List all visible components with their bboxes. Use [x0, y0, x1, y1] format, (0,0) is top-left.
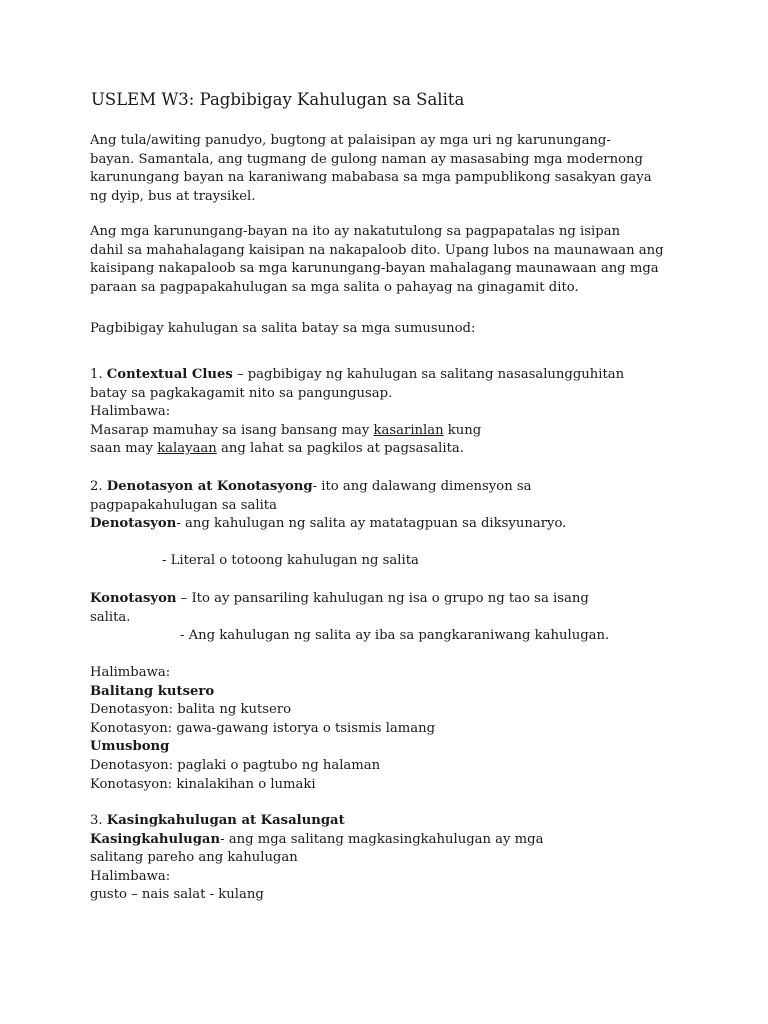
section-heading-line [90, 812, 544, 831]
example-konotasyon: Konotasyon: kinalakihan o lumaki [90, 776, 316, 792]
intro-paragraph-2 [90, 223, 664, 297]
example-denotasyon: Denotasyon: paglaki o pagtubo ng halaman [90, 757, 381, 773]
example-word: Umusbong [90, 739, 170, 755]
note-line: - Ang kahulugan ng salita ay iba sa pangkaraniwang kahulugan. [180, 628, 610, 644]
text-line: pagpapakahulugan sa salita [90, 497, 277, 513]
example-line [90, 422, 624, 441]
underlined-word: kasarinlan [373, 422, 444, 438]
example-label: Halimbawa: [90, 868, 171, 884]
example-label: Halimbawa: [90, 665, 171, 680]
example-konotasyon: Konotasyon: gawa-gawang istorya o tsismis lamang [90, 720, 436, 736]
definition-text: - ang mga salitang magkasingkahulugan ay mga [220, 831, 544, 847]
text-line: dahil sa mahahalagang kaisipan na nakapaloob dito. Upang lubos na maunawaan ang [90, 242, 664, 258]
konotasyon-block [90, 590, 609, 646]
section2-examples [90, 664, 435, 794]
example-text: saan may [90, 441, 158, 457]
section-heading-rest: – pagbibigay ng kahulugan sa salitang nasasalungguhitan [232, 367, 625, 382]
section-contextual-clues [90, 366, 624, 459]
section-heading: Denotasyon at Konotasyong [106, 479, 313, 494]
note-line: - Literal o totoong kahulugan ng salita [162, 553, 419, 568]
text-line: batay sa pagkakagamit nito sa pangungusap. [90, 385, 393, 401]
section-number: 3. [90, 813, 103, 828]
text-line: salitang pareho ang kahulugan [90, 850, 298, 866]
definition-text: – Ito ay pansariling kahulugan ng isa o grupo ng tao sa isang [176, 591, 589, 606]
term-denotasyon: Denotasyon [90, 516, 177, 532]
definition-text: - ang kahulugan ng salita ay matatagpuan sa diksyunaryo. [176, 516, 567, 532]
text-line: ng dyip, bus at traysikel. [90, 188, 256, 204]
section-heading-line [90, 478, 566, 497]
text-line: Ang tula/awiting panudyo, bugtong at palaisipan ay mga uri ng karunungang- [90, 133, 611, 148]
section-number: 1. [90, 367, 103, 382]
text-line: kaisipang nakapaloob sa mga karunungang-bayan mahalagang maunawaan ang mga [90, 261, 659, 277]
example-word: Balitang kutsero [90, 683, 215, 699]
example-line [90, 440, 624, 459]
text-line: Pagbibigay kahulugan sa salita batay sa mga sumusunod: [90, 321, 476, 336]
text-line: Ang mga karunungang-bayan na ito ay nakatutulong sa pagpapatalas ng isipan [90, 224, 621, 239]
example-text: kung [443, 422, 482, 438]
intro-paragraph-3 [90, 320, 475, 339]
underlined-word: kalayaan [157, 441, 217, 457]
text-line: karunungang bayan na karaniwang mababasa sa mga pampublikong sasakyan gaya [90, 170, 652, 186]
section-number: 2. [90, 479, 103, 494]
denotasyon-note [90, 552, 419, 571]
term-kasingkahulugan: Kasingkahulugan [90, 831, 221, 847]
section-kasingkahulugan [90, 812, 544, 905]
example-line: gusto – nais salat - kulang [90, 887, 264, 903]
section-denotasyon-konotasyon [90, 478, 566, 534]
definition-line [90, 515, 566, 534]
intro-paragraph-1 [90, 132, 652, 206]
definition-line [90, 831, 544, 850]
section-heading: Kasingkahulugan at Kasalungat [106, 813, 345, 828]
example-text: Masarap mamuhay sa isang bansang may [90, 422, 374, 438]
section-heading-line [90, 366, 624, 385]
definition-line [90, 590, 609, 609]
document-title: USLEM W3: Pagbibigay Kahulugan sa Salita [91, 90, 465, 109]
text-line: bayan. Samantala, ang tugmang de gulong naman ay masasabing mga modernong [90, 151, 643, 167]
text-line: salita. [90, 609, 131, 625]
term-konotasyon: Konotasyon [90, 591, 177, 606]
example-text: ang lahat sa pagkilos at pagsasalita. [216, 441, 464, 457]
section-heading-rest: - ito ang dalawang dimensyon sa [312, 479, 532, 494]
example-label: Halimbawa: [90, 404, 171, 420]
text-line: paraan sa pagpapakahulugan sa mga salita o pahayag na ginagamit dito. [90, 279, 579, 295]
section-heading: Contextual Clues [106, 367, 233, 382]
example-denotasyon: Denotasyon: balita ng kutsero [90, 702, 292, 718]
